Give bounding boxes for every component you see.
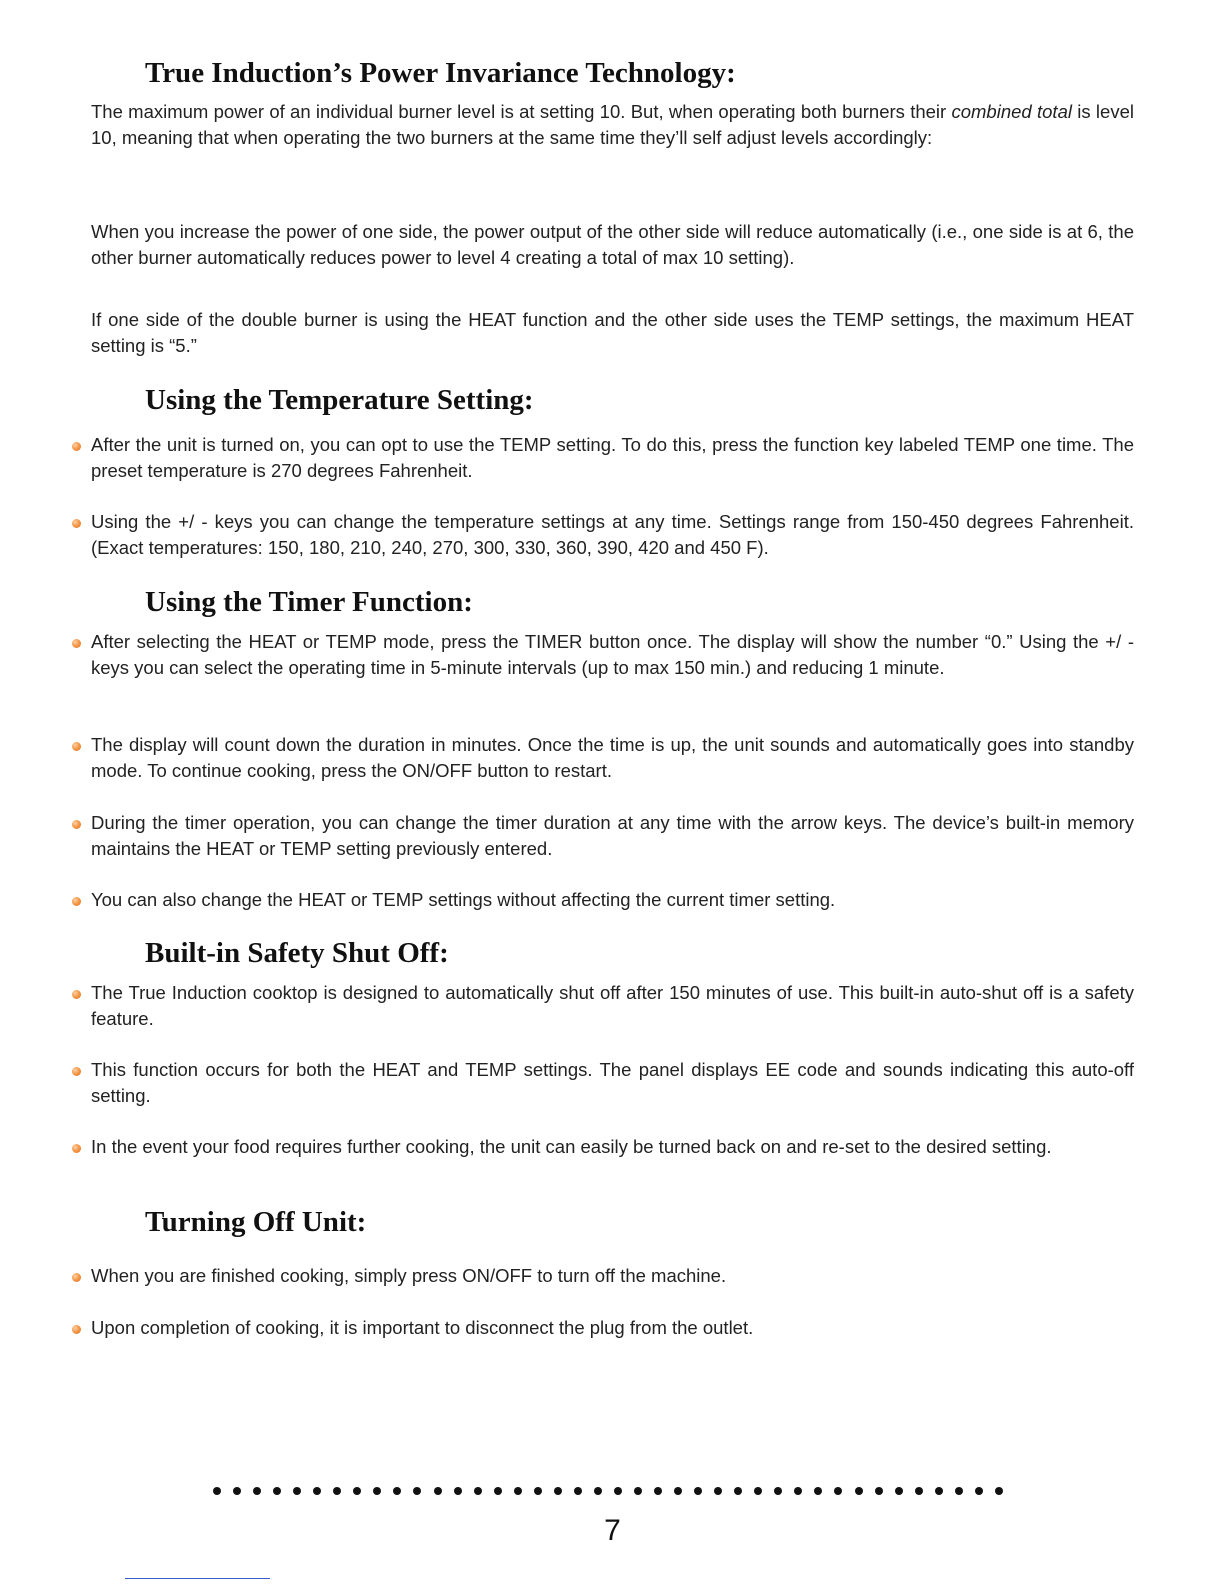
separator-dot bbox=[554, 1487, 562, 1495]
heading-turning-off: Turning Off Unit: bbox=[145, 1206, 367, 1238]
separator-dot bbox=[975, 1487, 983, 1495]
separator-dot bbox=[273, 1487, 281, 1495]
separator-dot bbox=[474, 1487, 482, 1495]
heading-temperature-setting: Using the Temperature Setting: bbox=[145, 384, 534, 416]
footer-rule bbox=[125, 1578, 270, 1579]
paragraph-max-power bbox=[91, 99, 1134, 151]
separator-dot bbox=[714, 1487, 722, 1495]
separator-dot bbox=[313, 1487, 321, 1495]
separator-dot bbox=[534, 1487, 542, 1495]
separator-dot bbox=[494, 1487, 502, 1495]
separator-dot bbox=[774, 1487, 782, 1495]
separator-dot bbox=[373, 1487, 381, 1495]
separator-dot bbox=[454, 1487, 462, 1495]
paragraph-heat-setting: If one side of the double burner is using the HEAT function and the other side uses the TEMP settings, the maximum HEAT setting is “5.” bbox=[91, 309, 1134, 356]
bullet-icon bbox=[72, 1144, 81, 1153]
separator-dot bbox=[293, 1487, 301, 1495]
timer-item-1: After selecting the HEAT or TEMP mode, press the TIMER button once. The display will show the number “0.” Using the +/ - keys you can select the operating time in 5-minute intervals (up to max 150 min.) and reducing 1 minute. bbox=[91, 631, 1134, 678]
timer-item-3: During the timer operation, you can change the timer duration at any time with the arrow keys. The device’s built-in memory maintains the HEAT or TEMP setting previously entered. bbox=[91, 812, 1134, 859]
separator-dot bbox=[694, 1487, 702, 1495]
separator-dot bbox=[654, 1487, 662, 1495]
separator-dot bbox=[995, 1487, 1003, 1495]
separator-dot bbox=[935, 1487, 943, 1495]
separator-dot bbox=[413, 1487, 421, 1495]
separator-dot bbox=[955, 1487, 963, 1495]
off-item-2: Upon completion of cooking, it is important to disconnect the plug from the outlet. bbox=[91, 1317, 754, 1338]
separator-dot bbox=[614, 1487, 622, 1495]
temp-item-1: After the unit is turned on, you can opt to use the TEMP setting. To do this, press the function key labeled TEMP one time. The preset temperature is 270 degrees Fahrenheit. bbox=[91, 434, 1134, 481]
safety-item-2: This function occurs for both the HEAT and TEMP settings. The panel displays EE code and sounds indicating this auto-off setting. bbox=[91, 1059, 1134, 1106]
bullet-icon bbox=[72, 1325, 81, 1334]
separator-dot bbox=[895, 1487, 903, 1495]
heading-power-invariance: True Induction’s Power Invariance Technology: bbox=[145, 57, 736, 89]
safety-item-1: The True Induction cooktop is designed to automatically shut off after 150 minutes of use. This built-in auto-shut off is a safety feature. bbox=[91, 982, 1134, 1029]
heading-timer-function: Using the Timer Function: bbox=[145, 586, 473, 618]
separator-dot bbox=[634, 1487, 642, 1495]
off-item-1: When you are finished cooking, simply press ON/OFF to turn off the machine. bbox=[91, 1265, 727, 1286]
separator-dot bbox=[233, 1487, 241, 1495]
separator-dot bbox=[734, 1487, 742, 1495]
bullet-icon bbox=[72, 820, 81, 829]
separator-dot bbox=[794, 1487, 802, 1495]
separator-dot bbox=[674, 1487, 682, 1495]
separator-dot bbox=[875, 1487, 883, 1495]
dotted-separator bbox=[213, 1486, 1003, 1496]
bullet-icon bbox=[72, 742, 81, 751]
separator-dot bbox=[514, 1487, 522, 1495]
bullet-icon bbox=[72, 897, 81, 906]
separator-dot bbox=[574, 1487, 582, 1495]
separator-dot bbox=[915, 1487, 923, 1495]
separator-dot bbox=[253, 1487, 261, 1495]
separator-dot bbox=[834, 1487, 842, 1495]
timer-item-4: You can also change the HEAT or TEMP settings without affecting the current timer setting. bbox=[91, 889, 836, 910]
bullet-icon bbox=[72, 519, 81, 528]
bullet-icon bbox=[72, 990, 81, 999]
bullet-icon bbox=[72, 442, 81, 451]
combined-total-emphasis: combined total bbox=[951, 101, 1072, 122]
separator-dot bbox=[855, 1487, 863, 1495]
timer-item-2: The display will count down the duration in minutes. Once the time is up, the unit sounds and automatically goes into standby mode. To continue cooking, press the ON/OFF button to restart. bbox=[91, 734, 1134, 781]
paragraph-power-output: When you increase the power of one side, the power output of the other side will reduce automatically (i.e., one side is at 6, the other burner automatically reduces power to level 4 creating a total of max 10 setting). bbox=[91, 221, 1134, 268]
paragraph-max-power-text-2: is level 10, meaning that when operating the two burners at the same time they’ll self adjust levels accordingly: bbox=[91, 101, 1134, 148]
separator-dot bbox=[594, 1487, 602, 1495]
separator-dot bbox=[434, 1487, 442, 1495]
separator-dot bbox=[814, 1487, 822, 1495]
separator-dot bbox=[393, 1487, 401, 1495]
heading-safety-shut-off: Built-in Safety Shut Off: bbox=[145, 937, 449, 969]
page-number: 7 bbox=[604, 1514, 621, 1547]
separator-dot bbox=[353, 1487, 361, 1495]
temp-item-2: Using the +/ - keys you can change the temperature settings at any time. Settings range from 150-450 degrees Fahrenheit. (Exact temperatures: 150, 180, 210, 240, 270, 300, 330, 360, 390, 420 and 450 F). bbox=[91, 511, 1134, 558]
separator-dot bbox=[333, 1487, 341, 1495]
bullet-icon bbox=[72, 1067, 81, 1076]
paragraph-max-power-text-1: The maximum power of an individual burner level is at setting 10. But, when operating both burners their bbox=[91, 101, 952, 122]
separator-dot bbox=[213, 1487, 221, 1495]
bullet-icon bbox=[72, 639, 81, 648]
separator-dot bbox=[754, 1487, 762, 1495]
bullet-icon bbox=[72, 1273, 81, 1282]
safety-item-3: In the event your food requires further cooking, the unit can easily be turned back on and re-set to the desired setting. bbox=[91, 1136, 1052, 1157]
